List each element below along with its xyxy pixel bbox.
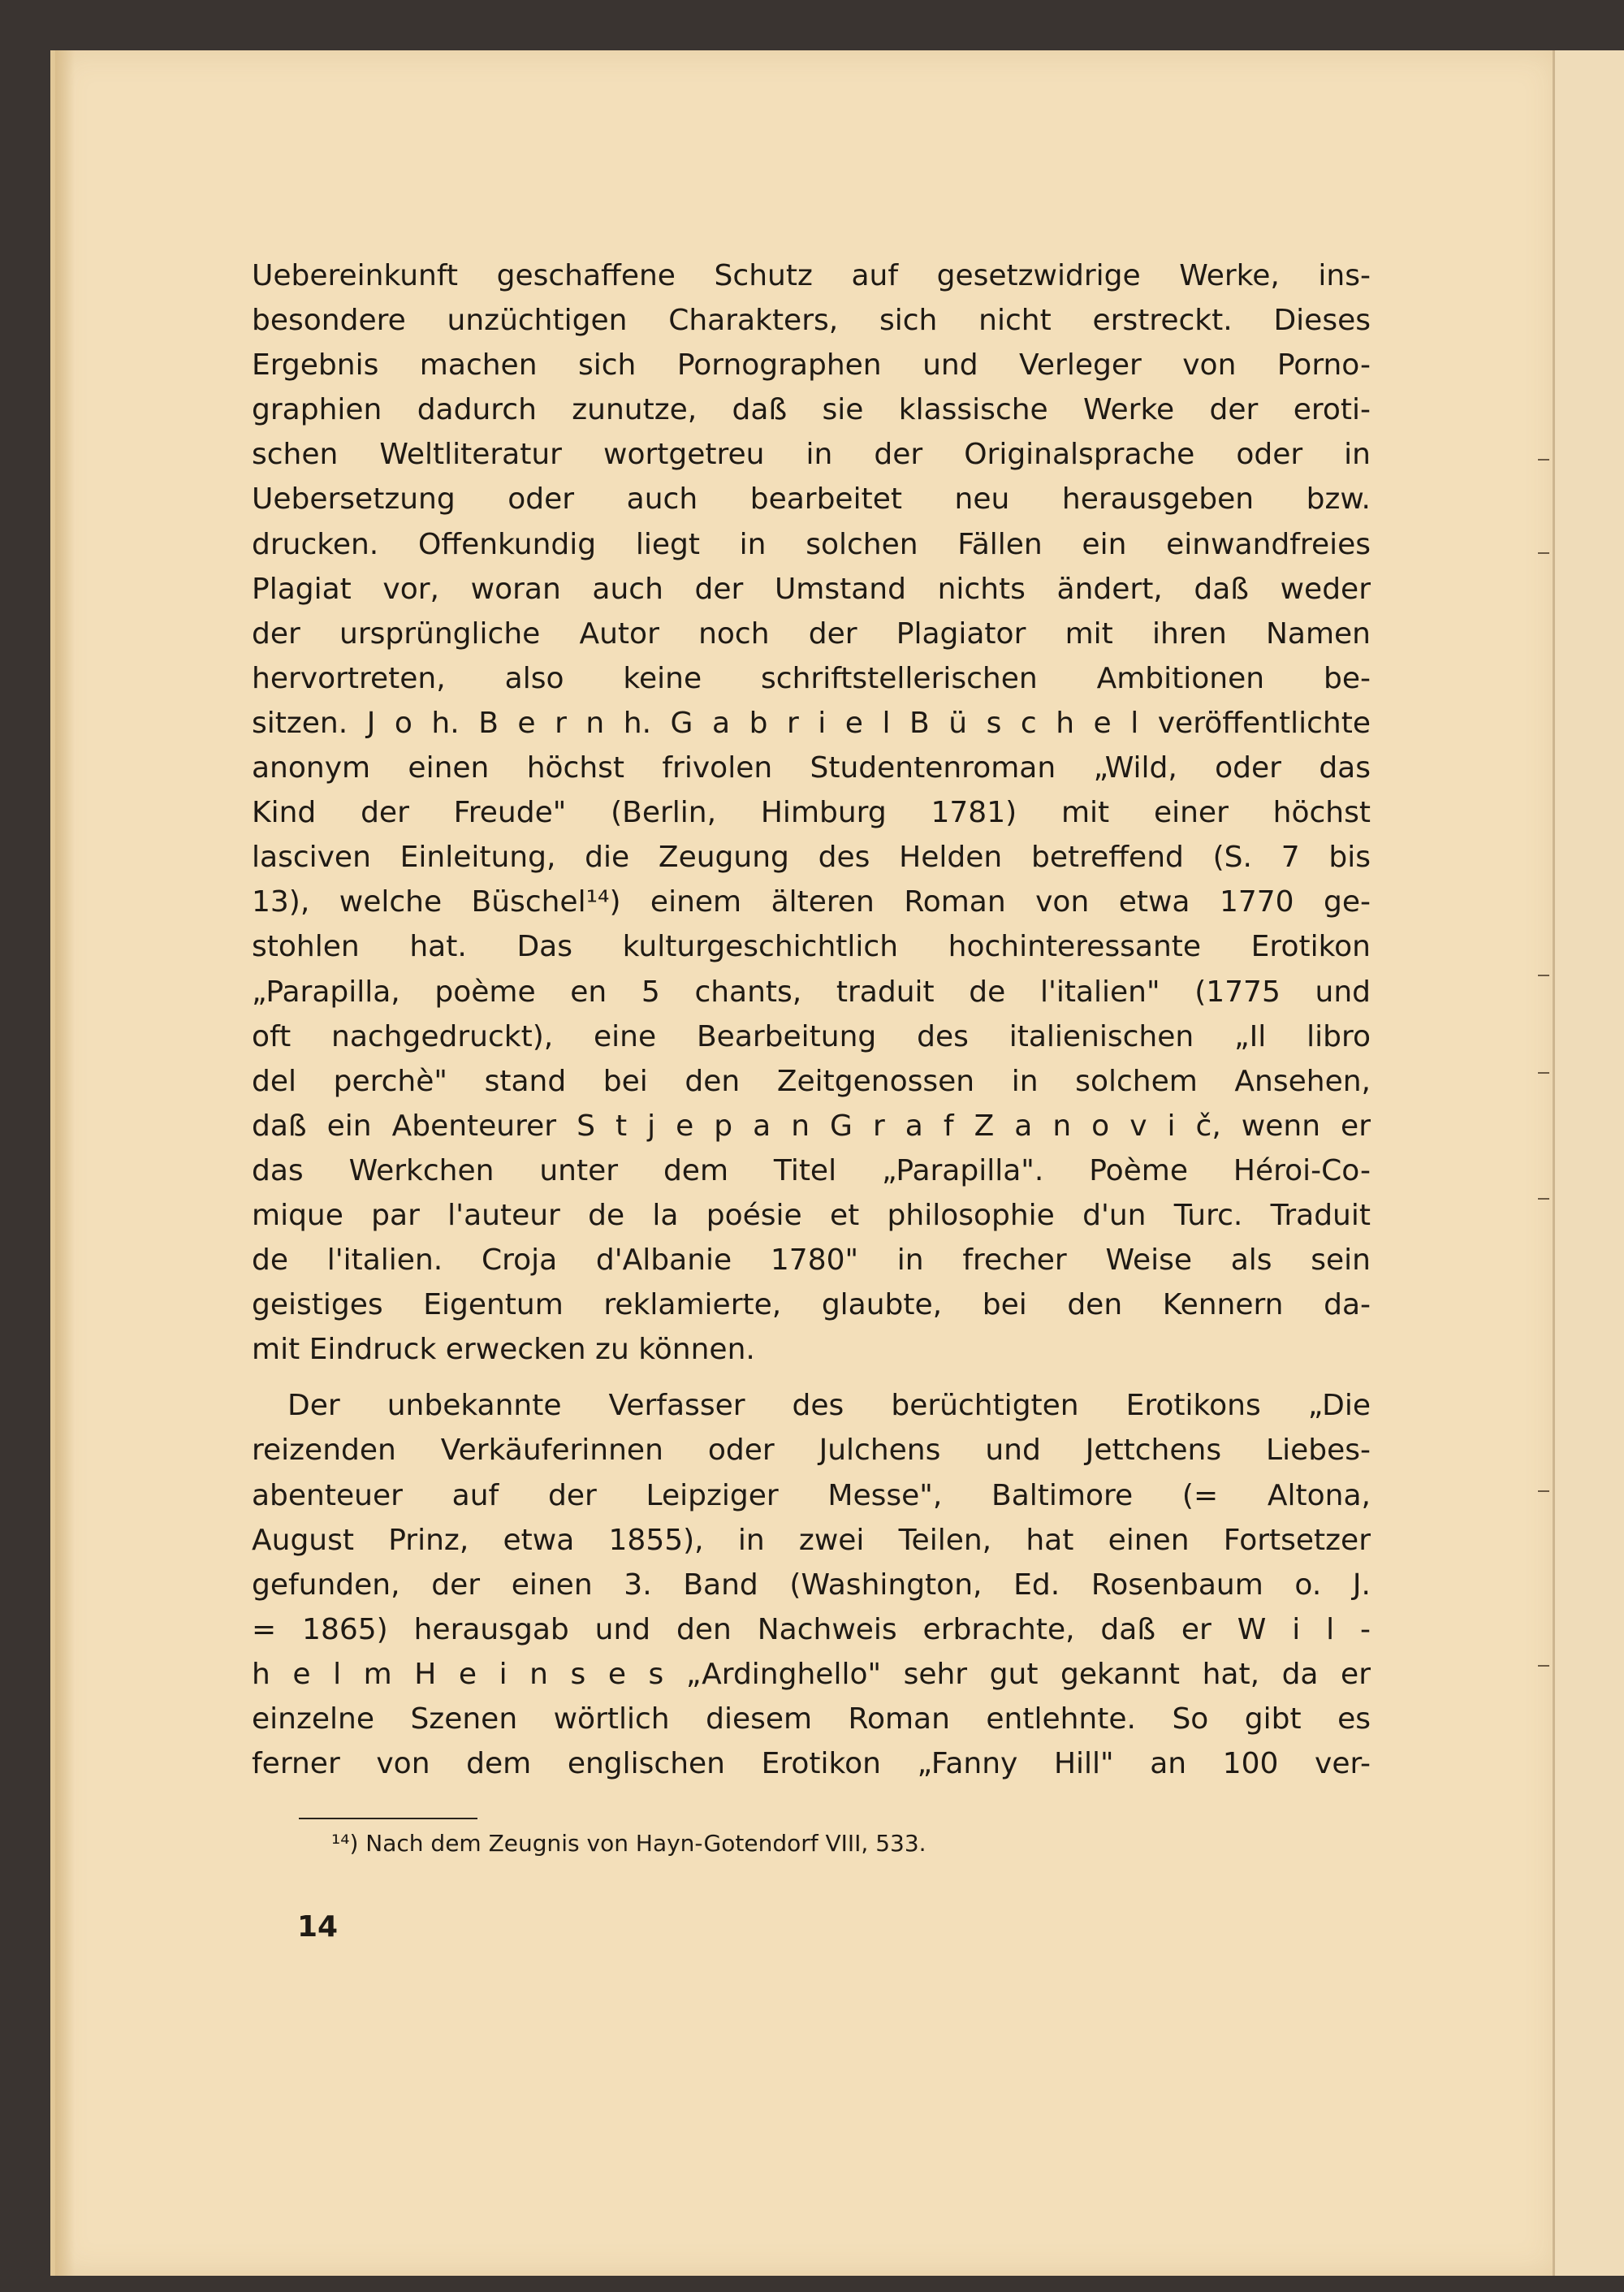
next-page-edge — [1553, 50, 1624, 2276]
text-line: del perchè" stand bei den Zeitgenossen in solchem Ansehen, — [252, 1064, 1371, 1098]
text-line: de l'italien. Croja d'Albanie 1780" in frecher Weise als sein — [252, 1243, 1371, 1278]
text-line: August Prinz, etwa 1855), in zwei Teilen, hat einen Fortsetzer — [252, 1523, 1371, 1557]
text-line: „Parapilla, poème en 5 chants, traduit de l'italien" (1775 und — [252, 975, 1371, 1009]
text-line: reizenden Verkäuferinnen oder Julchens und Jettchens Liebes- — [252, 1434, 1371, 1468]
text-line: daß ein Abenteurer S t j e p a n G r a f Z a n o v i č, wenn er — [252, 1109, 1371, 1143]
text-line: Uebersetzung oder auch bearbeitet neu herausgeben bzw. — [252, 482, 1371, 517]
binding-mark — [1538, 975, 1549, 976]
page-number: 14 — [297, 1910, 339, 1944]
text-line: h e l m H e i n s e s „Ardinghello" sehr gut gekannt hat, da er — [252, 1657, 1371, 1691]
text-line: graphien dadurch zunutze, daß sie klassische Werke der eroti- — [252, 393, 1371, 427]
footnote: ¹⁴) Nach dem Zeugnis von Hayn-Gotendorf VIII, 533. — [331, 1830, 926, 1857]
text-line: = 1865) herausgab und den Nachweis erbrachte, daß er W i l - — [252, 1612, 1371, 1646]
binding-mark — [1538, 1665, 1549, 1667]
text-line: Uebereinkunft geschaffene Schutz auf gesetzwidrige Werke, ins- — [252, 259, 1371, 292]
text-line: oft nachgedruckt), eine Bearbeitung des italienischen „Il libro — [252, 1019, 1371, 1053]
text-line: mit Eindruck erwecken zu können. — [252, 1333, 755, 1367]
text-line: ferner von dem englischen Erotikon „Fanny Hill" an 100 ver- — [252, 1747, 1371, 1781]
text-line: lasciven Einleitung, die Zeugung des Helden betreffend (S. 7 bis — [252, 841, 1371, 875]
text-line: gefunden, der einen 3. Band (Washington, Ed. Rosenbaum o. J. — [252, 1568, 1371, 1602]
text-line: stohlen hat. Das kulturgeschichtlich hochinteressante Erotikon — [252, 930, 1371, 964]
text-line: der ursprüngliche Autor noch der Plagiator mit ihren Namen — [252, 616, 1371, 651]
text-line: Plagiat vor, woran auch der Umstand nichts ändert, daß weder — [252, 572, 1371, 606]
binding-mark — [1538, 459, 1549, 461]
text-line: Der unbekannte Verfasser des berüchtigten Erotikons „Die — [287, 1389, 1371, 1423]
body-text — [252, 253, 1371, 1786]
text-line: besondere unzüchtigen Charakters, sich nicht erstreckt. Dieses — [252, 304, 1371, 338]
text-line: geistiges Eigentum reklamierte, glaubte, bei den Kennern da- — [252, 1288, 1371, 1322]
text-line: abenteuer auf der Leipziger Messe", Baltimore (= Altona, — [252, 1478, 1371, 1512]
binding-mark — [1538, 1198, 1549, 1200]
binding-mark — [1538, 1490, 1549, 1492]
text-line: anonym einen höchst frivolen Studentenroman „Wild, oder das — [252, 751, 1371, 785]
binding-mark — [1538, 552, 1549, 554]
footnote-rule — [299, 1818, 477, 1819]
text-line: hervortreten, also keine schriftstellerischen Ambitionen be- — [252, 661, 1371, 695]
text-line: Ergebnis machen sich Pornographen und Verleger von Porno- — [252, 348, 1371, 383]
text-line: sitzen. J o h. B e r n h. G a b r i e l B ü s c h e l veröffentlichte — [252, 706, 1371, 740]
text-line: Kind der Freude" (Berlin, Himburg 1781) mit einer höchst — [252, 796, 1371, 830]
text-line: das Werkchen unter dem Titel „Parapilla". Poème Héroi-Co- — [252, 1153, 1371, 1187]
text-line: 13), welche Büschel¹⁴) einem älteren Roman von etwa 1770 ge- — [252, 885, 1371, 919]
text-line: schen Weltliteratur wortgetreu in der Originalsprache oder in — [252, 438, 1371, 472]
binding-mark — [1538, 1072, 1549, 1074]
text-line: drucken. Offenkundig liegt in solchen Fällen ein einwandfreies — [252, 527, 1371, 561]
text-line: einzelne Szenen wörtlich diesem Roman entlehnte. So gibt es — [252, 1702, 1371, 1736]
text-line: mique par l'auteur de la poésie et philosophie d'un Turc. Traduit — [252, 1198, 1371, 1232]
paragraph-gap — [252, 1372, 1371, 1383]
